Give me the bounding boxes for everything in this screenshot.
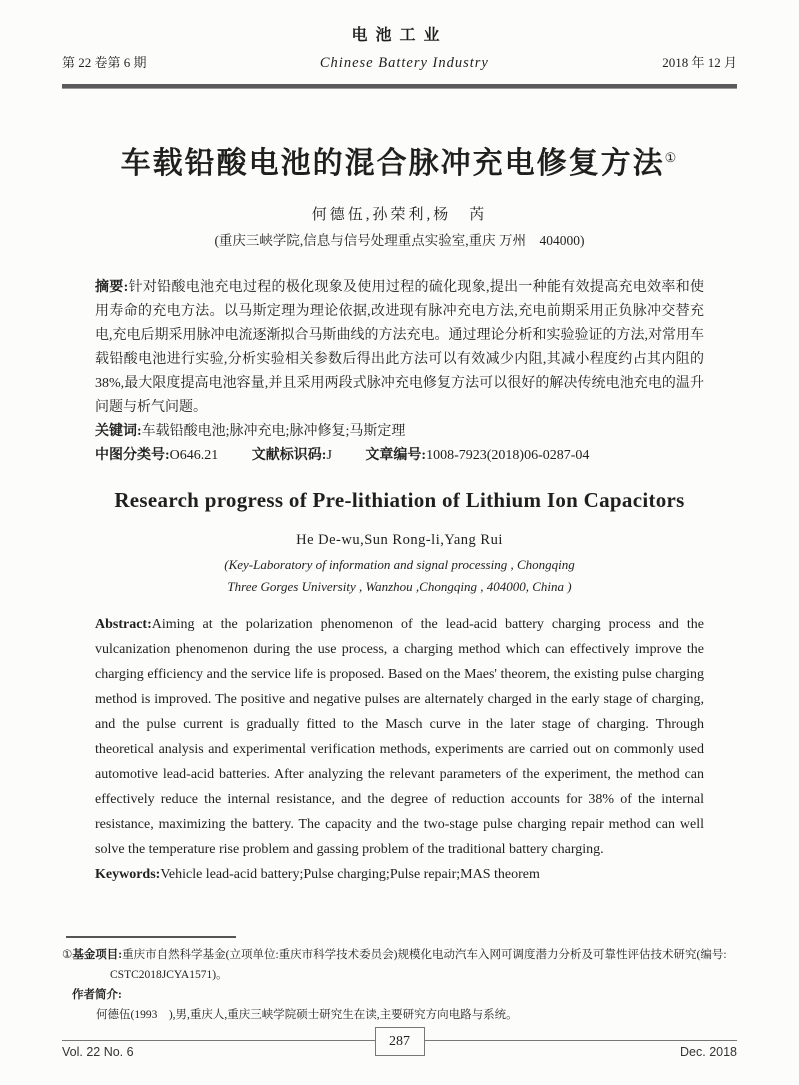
author-bio-text: 何德伍(1993 ),男,重庆人,重庆三峡学院硕士研究生在读,主要研究方向电路与系统。 [96,1009,518,1021]
abstract-en-label: Abstract: [95,617,152,632]
article-title-zh [62,137,737,185]
journal-title-zh: 电池工业 [351,27,448,44]
fund-label: 基金项目: [72,949,123,961]
clc-number: 中图分类号:O646.21 [95,448,219,463]
abstract-zh-text: 针对铅酸电池充电过程的极化现象及使用过程的硫化现象,提出一种能有效提高充电效率和使用寿命的充电方法。以马斯定理为理论依据,改进现有脉冲充电方法,充电前期采用正负脉冲交替充电,充电后期采用脉冲电流逐渐拟合马斯曲线的方法充电。通过理论分析和实验验证的方法,对常用车载铅酸电池进行实验,分析实验相关参数后得出此方法可以有效减少内阻,其减小程度约占其内阻的 38%,最大限度提高电池容量,并且采用两段式脉冲充电修复方法可以很好的解决传统电池充电的温升问题与析气问题。 [95,280,704,415]
abstract-zh [95,276,704,420]
fund-project-line [62,945,737,965]
affiliation-zh: (重庆三峡学院,信息与信号处理重点实验室,重庆 万州 404000) [214,233,585,248]
title-footnote-mark: ① [664,150,679,165]
fund-text: 重庆市自然科学基金(立项单位:重庆市科学技术委员会)规模化电动汽车入网可调度潜力分析及可靠性评估技术研究(编号: [122,949,727,961]
affiliation-en [62,554,737,598]
footnote-divider [66,936,236,938]
page-footer [62,1026,737,1084]
keywords-zh [95,420,704,444]
page-number: 287 [375,1027,425,1056]
article-title-en: Research progress of Pre-lithiation of Lithium Ion Capacitors [114,488,685,512]
abstract-zh-section [95,276,704,468]
keywords-en-label: Keywords: [95,867,161,882]
footnote-block [62,936,737,1025]
article-number: 文章编号:1008-7923(2018)06-0287-04 [365,448,590,463]
keywords-en [95,862,704,887]
abstract-zh-label: 摘要: [95,280,129,295]
header-divider [62,84,737,89]
abstract-en [95,612,704,862]
keywords-en-text: Vehicle lead-acid battery;Pulse charging;Pulse repair;MAS theorem [160,867,540,882]
affiliation-en-line2: Three Gorges University , Wanzhou ,Chongqing , 404000, China ) [227,579,572,594]
authors-en: He De-wu,Sun Rong-li,Yang Rui [296,532,503,548]
authors-zh: 何德伍,孙荣利,杨 芮 [311,207,488,223]
journal-header-row [62,54,737,72]
journal-title-en: Chinese Battery Industry [319,55,489,71]
footer-date: Dec. 2018 [680,1045,737,1059]
keywords-zh-text: 车载铅酸电池;脉冲充电;脉冲修复;马斯定理 [141,424,406,439]
fund-mark: ① [62,949,73,961]
article-title-zh-text: 车载铅酸电池的混合脉冲充电修复方法 [120,147,665,180]
fund-project-line2: CSTC2018JCYA1571)。 [110,969,228,981]
footer-meta [62,1045,737,1059]
keywords-zh-label: 关键词: [95,424,142,439]
abstract-en-section [95,612,704,887]
document-code: 文献标识码:J [251,448,332,463]
author-bio-label: 作者简介: [72,989,122,1001]
journal-header [62,26,737,89]
footer-volume: Vol. 22 No. 6 [62,1045,134,1059]
issue-label: 第 22 卷第 6 期 [62,55,147,70]
affiliation-en-line1: (Key-Laboratory of information and signal processing , Chongqing [224,557,575,572]
abstract-en-text: Aiming at the polarization phenomenon of the lead-acid battery charging process and the vulcanization phenomenon during the use process, a charging method which can effectively improve the charging efficiency and the service life is proposed. Based on the Maes' theorem, the existing pulse charging method is improved. The positive and negative pulses are alternately charged in the early stage of charging, and the pulse current is gradually fitted to the Masch curve in the later stage of charging. Through theoretical analysis and experimental verification methods, experiments are carried out on commonly used automotive lead-acid batteries. After analyzing the relevant parameters of the experiment, the method can effectively reduce the internal resistance, and the degree of reduction accounts for 38% of the internal resistance, maximizing the battery. The capacity and the two-stage pulse charging repair method can well solve the temperature rise problem and gassing problem of the traditional battery charging. [95,617,704,857]
classification-line [95,444,704,468]
issue-date: 2018 年 12 月 [662,55,737,70]
